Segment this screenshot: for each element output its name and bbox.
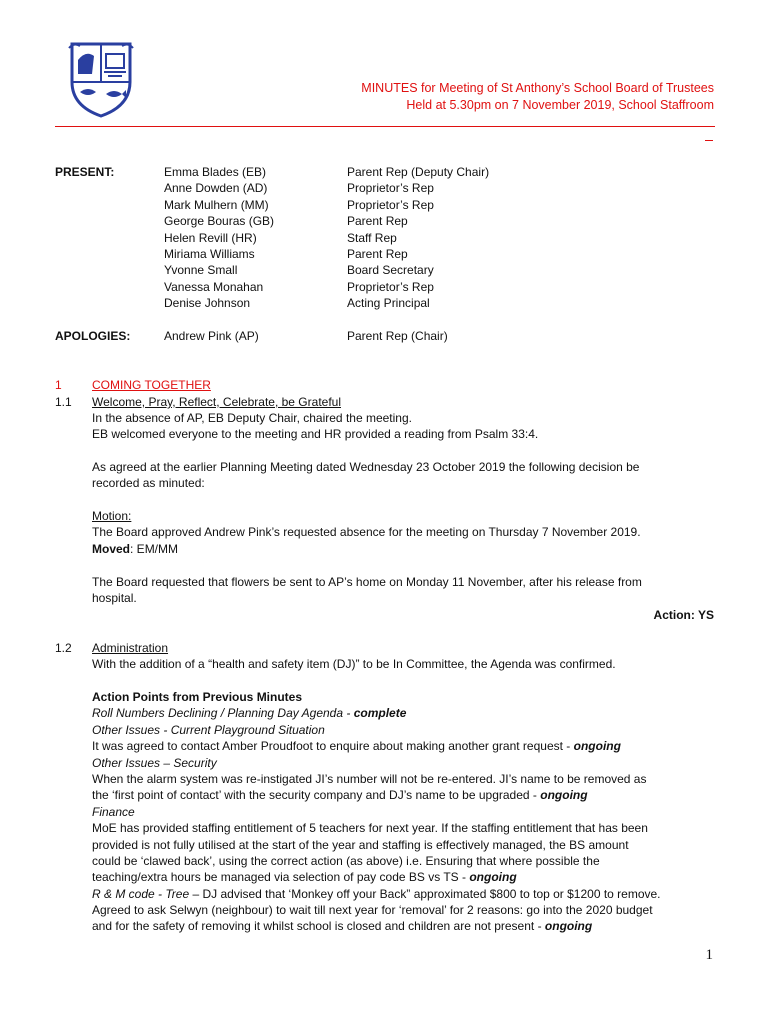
rm-label: R & M code - Tree [92, 887, 190, 901]
section-1-2-title: Administration [92, 641, 169, 655]
header-rule-dash [705, 140, 713, 141]
present-roles [347, 164, 489, 312]
roll-numbers-status: complete [353, 706, 407, 720]
present-member-name: Anne Dowden (AD) [164, 181, 268, 196]
finance-heading: Finance [92, 805, 135, 819]
flowers-line-1: The Board requested that flowers be sent to AP’s home on Monday 11 November, after his release from [92, 575, 642, 589]
alarm-status: ongoing [540, 788, 588, 802]
roll-numbers-text: Roll Numbers Declining / Planning Day Agenda - [92, 706, 354, 720]
flowers-line-2: hospital. [92, 591, 137, 605]
motion-label: Motion: [92, 509, 132, 523]
title-line-1: MINUTES for Meeting of St Anthony’s School Board of Trustees [361, 81, 714, 95]
present-member-role: Board Secretary [347, 263, 434, 278]
moe-line-1: MoE has provided staffing entitlement of 5 teachers for next year. If the staffing entitlement that has been [92, 821, 648, 835]
moe-status: ongoing [469, 870, 517, 884]
present-names [164, 164, 274, 312]
rm-status: ongoing [544, 919, 593, 933]
school-crest-logo [66, 38, 136, 118]
section-1-1-para-1: In the absence of AP, EB Deputy Chair, chaired the meeting. [92, 411, 412, 425]
action-ys: Action: YS [653, 608, 714, 622]
present-member-role: Proprietor’s Rep [347, 181, 434, 196]
present-member-role: Parent Rep [347, 247, 408, 262]
header-rule [55, 126, 715, 127]
present-member-role: Staff Rep [347, 230, 397, 245]
present-member-name: Emma Blades (EB) [164, 165, 267, 179]
present-member-name: George Bouras (GB) [164, 214, 275, 229]
rm-text: – DJ advised that ‘Monkey off your Back” approximated $800 to top or $1200 to remove. [189, 887, 661, 901]
planning-para-line-2: recorded as minuted: [92, 476, 205, 490]
present-member-role: Proprietor’s Rep [347, 197, 434, 212]
section-1-1-title: Welcome, Pray, Reflect, Celebrate, be Grateful [92, 395, 341, 409]
roll-numbers-line [92, 705, 406, 721]
present-member-role: Parent Rep (Deputy Chair) [347, 165, 490, 179]
document-title [361, 80, 714, 113]
apologies-label: APOLOGIES: [55, 329, 131, 343]
agenda-confirmed: With the addition of a “health and safety item (DJ)” to be In Committee, the Agenda was confirmed. [92, 657, 616, 671]
planning-para-line-1: As agreed at the earlier Planning Meeting dated Wednesday 23 October 2019 the following decision be [92, 460, 640, 474]
moe-text: teaching/extra hours be managed via selection of pay code BS vs TS - [92, 870, 470, 884]
grant-line [92, 738, 621, 754]
alarm-line-1: When the alarm system was re-instigated JI’s number will not be re-entered. JI’s name to be removed as [92, 772, 647, 786]
present-member-role: Proprietor’s Rep [347, 279, 434, 294]
other-issues-playground: Other Issues - Current Playground Situation [92, 723, 325, 737]
section-1-1-number: 1.1 [55, 395, 72, 409]
other-issues-security: Other Issues – Security [92, 756, 217, 770]
alarm-line-2 [92, 787, 588, 803]
present-member-name: Vanessa Monahan [164, 279, 264, 294]
moe-line-3: could be ‘clawed back’, using the correct action (as above) i.e. Ensuring that where possible the [92, 854, 600, 868]
moved-label: Moved [92, 542, 131, 556]
moved-value: : EM/MM [130, 542, 179, 556]
alarm-text: the ‘first point of contact’ with the security company and DJ’s name to be upgraded - [92, 788, 541, 802]
rm-line-1 [92, 886, 661, 902]
present-member-name: Mark Mulhern (MM) [164, 197, 269, 212]
moved-line [92, 541, 178, 557]
present-member-name: Denise Johnson [164, 296, 251, 311]
grant-text: It was agreed to contact Amber Proudfoot to enquire about making another grant request - [92, 739, 574, 753]
page-number: 1 [705, 947, 713, 963]
rm-line-2: Agreed to ask Selwyn (neighbour) to wait till next year for ‘removal’ for 2 reasons: go into the 2020 budget [92, 903, 653, 917]
present-member-name: Yvonne Small [164, 263, 238, 278]
section-1-number: 1 [55, 378, 62, 392]
grant-status: ongoing [573, 739, 621, 753]
present-member-name: Miriama Williams [164, 247, 255, 262]
action-points-heading: Action Points from Previous Minutes [92, 690, 303, 704]
title-line-2: Held at 5.30pm on 7 November 2019, School Staffroom [406, 97, 714, 112]
present-member-role: Parent Rep [347, 214, 408, 229]
present-member-role: Acting Principal [347, 296, 430, 311]
present-label: PRESENT: [55, 165, 115, 179]
present-member-name: Helen Revill (HR) [164, 230, 257, 245]
apologies-role: Parent Rep (Chair) [347, 329, 448, 343]
section-1-title: COMING TOGETHER [92, 378, 211, 392]
section-1-1-para-2: EB welcomed everyone to the meeting and HR provided a reading from Psalm 33:4. [92, 427, 539, 441]
rm-line-3 [92, 918, 592, 934]
rm-text-end: and for the safety of removing it whilst school is closed and children are not present - [92, 919, 545, 933]
moe-line-4 [92, 869, 517, 885]
moe-line-2: provided is not fully utilised at the start of the year and staffing is effectively managed, the BS amount [92, 838, 629, 852]
section-1-2-number: 1.2 [55, 641, 72, 655]
motion-text: The Board approved Andrew Pink’s requested absence for the meeting on Thursday 7 November 2019. [92, 525, 641, 539]
apologies-name: Andrew Pink (AP) [164, 329, 259, 343]
